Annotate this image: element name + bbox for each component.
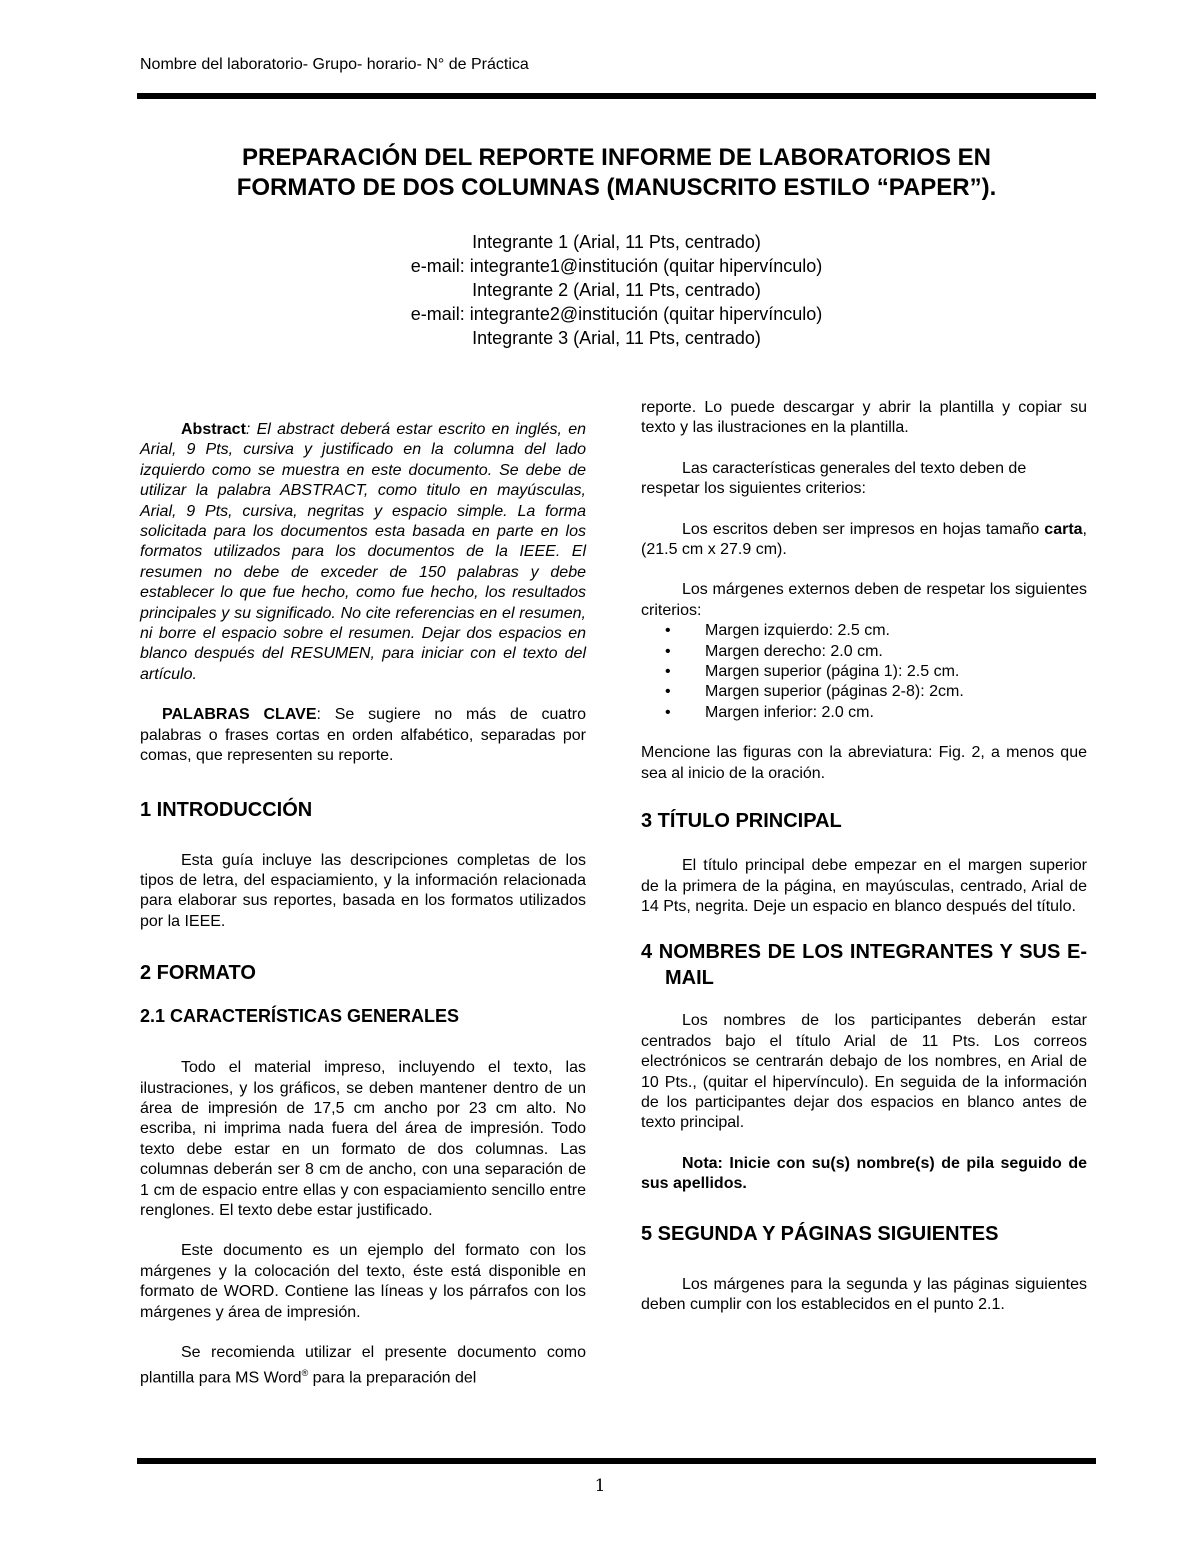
title-line-1: PREPARACIÓN DEL REPORTE INFORME DE LABORATORIOS EN xyxy=(242,144,991,171)
formato-paragraph-2: Este documento es un ejemplo del formato con los márgenes y la colocación del texto, éste está disponible en formato de WORD. Contiene las líneas y los párrafos con los márgenes y área de impresión. xyxy=(140,1242,586,1321)
registered-mark: ® xyxy=(301,1368,309,1379)
page-number: 1 xyxy=(594,1476,606,1496)
keywords-label: PALABRAS CLAVE xyxy=(162,706,317,724)
margin-text: Margen inferior: 2.0 cm. xyxy=(705,703,874,721)
author-2: Integrante 2 (Arial, 11 Pts, centrado) xyxy=(472,280,761,300)
section-heading-formato: 2 FORMATO xyxy=(140,962,256,985)
footer-rule xyxy=(137,1458,1096,1464)
formato-paragraph-5 xyxy=(641,520,1087,561)
formato-paragraph-3-start: Se recomienda utilizar el presente documento como plantilla para MS Word xyxy=(140,1344,586,1387)
paper-size-dimensions: , (21.5 cm x 27.9 cm). xyxy=(641,520,1087,559)
margin-text: Margen derecho: 2.0 cm. xyxy=(705,642,883,660)
abstract xyxy=(140,420,586,685)
formato-paragraph-1: Todo el material impreso, incluyendo el texto, las ilustraciones, y los gráficos, se deben mantener dentro de un área de impresión de 17,5 cm ancho por 23 cm alto. No escriba, ni imprima nada fuera del área de impresión. Todo texto debe estar en un formato de dos columnas. Las columnas deberán ser 8 cm de ancho, con una separación de 1 cm de espacio entre ellas y con espaciamiento sencillo entre renglones. El texto debe estar justificado. xyxy=(140,1059,586,1219)
left-column xyxy=(140,398,586,1389)
list-item xyxy=(665,621,1087,641)
keywords-text: : Se sugiere no más de cuatro palabras o frases cortas en orden alfabético, separadas por comas, que representen su reporte. xyxy=(140,706,587,765)
margin-text: Margen superior (página 1): 2.5 cm. xyxy=(705,663,960,681)
formato-paragraph-3 xyxy=(140,1343,586,1389)
nombres-paragraph: Los nombres de los participantes deberán estar centrados bajo el título Arial de 11 Pts. Los correos electrónicos se centrarán debajo de los nombres, en Arial de 10 Pts., (quitar el hipervínculo). En seguida de la información de los participantes dejar dos espacios en blanco antes de texto principal. xyxy=(641,1012,1087,1132)
header-rule xyxy=(137,93,1096,99)
subsection-heading-caracteristicas: 2.1 CARACTERÍSTICAS GENERALES xyxy=(140,1006,460,1027)
section-heading-titulo-principal: 3 TÍTULO PRINCIPAL xyxy=(641,810,842,833)
intro-paragraph: Esta guía incluye las descripciones completas de los tipos de letra, del espaciamiento, y la información relacionada para elaborar sus reportes, basada en los formatos utilizados por la IEEE. xyxy=(140,851,586,930)
nombres-note: Nota: Inicie con su(s) nombre(s) de pila seguido de sus apellidos. xyxy=(641,1154,1087,1193)
bullet-icon: • xyxy=(665,642,671,660)
titulo-paragraph: El título principal debe empezar en el margen superior de la primera de la página, en mayúsculas, centrado, Arial de 14 Pts, negrita. Deje un espacio en blanco después del título. xyxy=(641,857,1087,915)
authors-block xyxy=(137,230,1096,350)
bullet-icon: • xyxy=(665,663,671,681)
list-item xyxy=(665,662,1087,682)
formato-paragraph-3-continued: reporte. Lo puede descargar y abrir la plantilla y copiar su texto y las ilustraciones en la plantilla. xyxy=(641,399,1087,437)
section-heading-introduccion: 1 INTRODUCCIÓN xyxy=(140,798,313,821)
section-heading-nombres: 4 NOMBRES DE LOS INTEGRANTES Y SUS E-MAIL xyxy=(641,941,1087,990)
margin-text: Margen izquierdo: 2.5 cm. xyxy=(705,622,890,640)
paper-size-text: Los escritos deben ser impresos en hojas tamaño xyxy=(682,520,1045,538)
author-1: Integrante 1 (Arial, 11 Pts, centrado) xyxy=(472,232,761,252)
right-column xyxy=(641,398,1087,1315)
title-line-2: FORMATO DE DOS COLUMNAS (MANUSCRITO ESTILO “PAPER”). xyxy=(236,174,997,201)
formato-paragraph-6: Los márgenes externos deben de respetar los siguientes criterios: xyxy=(641,581,1087,619)
margins-list xyxy=(641,621,1087,723)
formato-paragraph-3-end: para la preparación del xyxy=(308,1369,477,1387)
list-item xyxy=(665,642,1087,662)
abstract-label: Abstract xyxy=(181,421,246,438)
bullet-icon: • xyxy=(665,703,671,721)
keywords xyxy=(140,705,586,766)
abstract-text: : El abstract deberá estar escrito en inglés, en Arial, 9 Pts, cursiva y justificado en la columna del lado izquierdo como se muestra en este documento. Se debe de utilizar la palabra ABSTRACT, como titulo en mayúsculas, Arial, 9 Pts, cursiva, negritas y espacio simple. La forma solicitada para los documentos esta basada en parte en los formatos utilizados para los documentos de la IEEE. El resumen no debe de exceder de 150 palabras y debe establecer lo que fue hecho, como fue hecho, los resultados principales y su significado. No cite referencias en el resumen, ni borre el espacio sobre el resumen. Dejar dos espacios en blanco después del RESUMEN, para iniciar con el texto del artículo. xyxy=(140,421,586,683)
paper-size-bold: carta xyxy=(1044,520,1083,538)
section-heading-segunda: 5 SEGUNDA Y PÁGINAS SIGUIENTES xyxy=(641,1222,999,1245)
author-2-email: e-mail: integrante2@institución (quitar hipervínculo) xyxy=(410,304,823,324)
formato-paragraph-4: Las características generales del texto deben de respetar los siguientes criterios: xyxy=(641,459,1027,498)
author-3: Integrante 3 (Arial, 11 Pts, centrado) xyxy=(472,328,761,348)
bullet-icon: • xyxy=(665,622,671,640)
paper-title xyxy=(137,143,1096,203)
bullet-icon: • xyxy=(665,683,671,701)
list-item xyxy=(665,703,1087,723)
formato-paragraph-7: Mencione las figuras con la abreviatura: Fig. 2, a menos que sea al inicio de la oración. xyxy=(641,744,1087,782)
list-item xyxy=(665,682,1087,702)
margin-text: Margen superior (páginas 2-8): 2cm. xyxy=(705,683,964,701)
segunda-paragraph: Los márgenes para la segunda y las páginas siguientes deben cumplir con los establecidos en el punto 2.1. xyxy=(641,1275,1087,1313)
author-1-email: e-mail: integrante1@institución (quitar hipervínculo) xyxy=(410,256,823,276)
running-header: Nombre del laboratorio- Grupo- horario- N° de Práctica xyxy=(140,56,529,73)
